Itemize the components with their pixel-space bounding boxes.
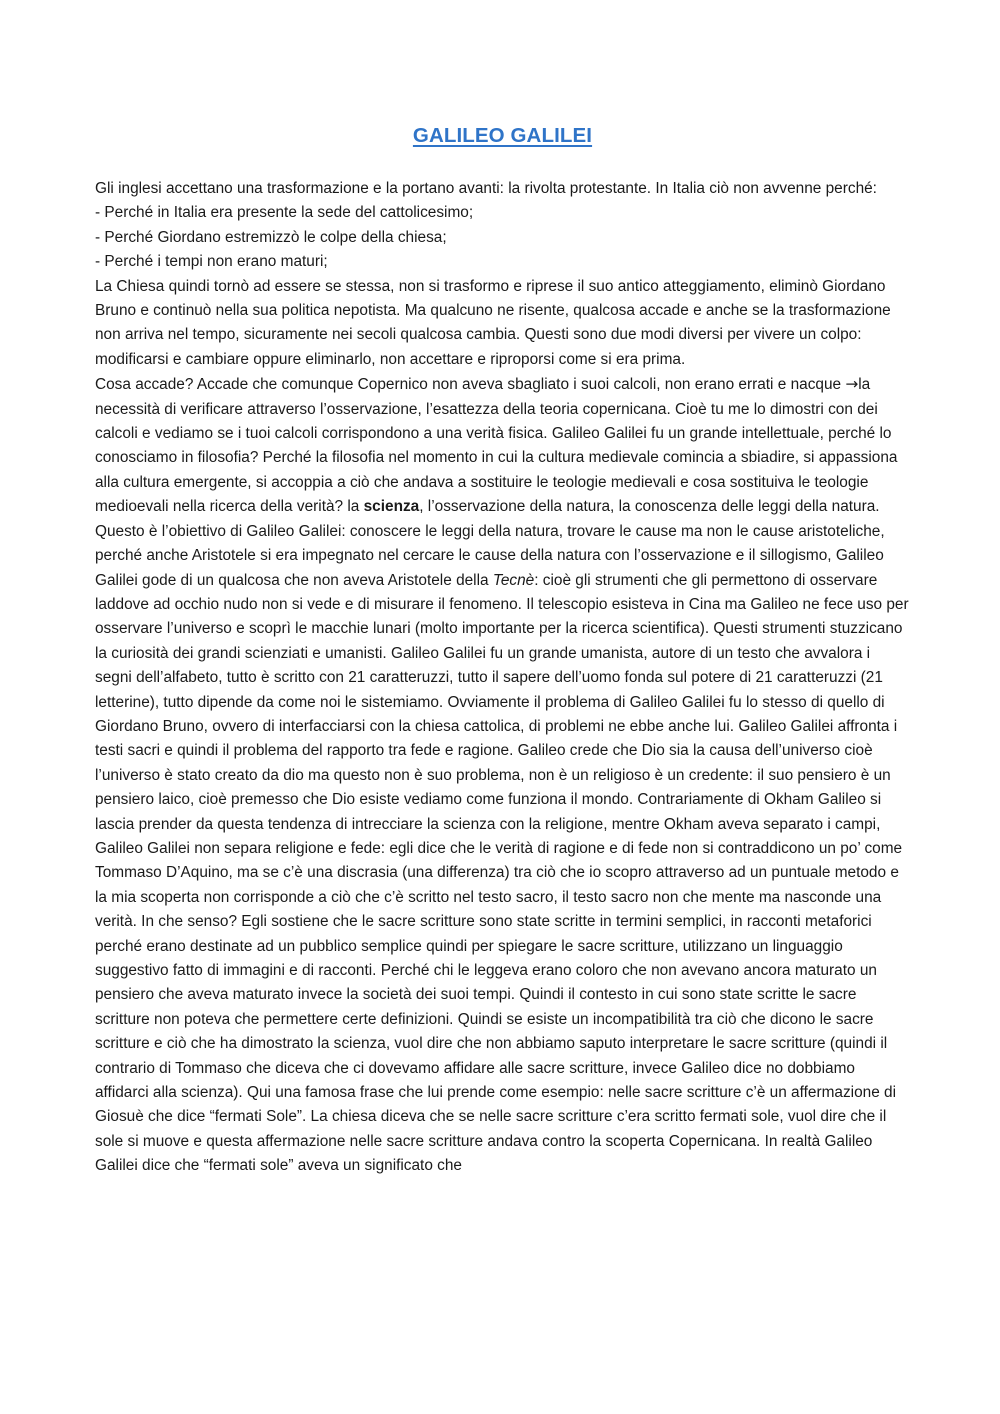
reason-item: - Perché in Italia era presente la sede del cattolicesimo;	[95, 204, 474, 222]
page-title: GALILEO GALILEI	[412, 124, 593, 147]
main-paragraph	[95, 372, 910, 1178]
main-paragraph-part: la necessità di verificare attraverso l’osservazione, l’esattezza della teoria copernicana. Cioè tu me lo dimostri con dei calcoli e vediamo se i tuoi calcoli corrispondono a una verità fisica. Galileo Galilei fu un grande intellettuale, perché lo conosciamo in filosofia? Perché la filosofia nel momento in cui la cultura medievale comincia a sbiadire, si appassiona alla cultura emergente, si accoppia a ciò che andava a sostituire le teologie medievali e cosa sostituiva le teologie medioevali nella ricerca della verità? la	[95, 376, 898, 516]
main-paragraph-part: : cioè gli strumenti che gli permettono di osservare laddove ad occhio nudo non si vede e di misurare il fenomeno. Il telescopio esisteva in Cina ma Galileo ne fece uso per osservare l’universo e scoprì le macchie lunari (molto importante per la ricerca scientifica). Questi strumenti stuzzicano la curiosità dei grandi scienziati e umanisti. Galileo Galilei fu un grande umanista, autore di un testo che avvalora i segni dell’alfabeto, tutto è scritto con 21 caratteruzzi, tutto il sapere dell’uomo fonda sul potere di 21 caratteruzzi (21 letterine), tutto dipende da come noi le sistemiamo. Ovviamente il problema di Galileo Galilei fu lo stesso di quello di Giordano Bruno, ovvero di interfacciarsi con la chiesa cattolica, di problemi ne ebbe anche lui. Galileo Galilei affronta i testi sacri e quindi il problema del rapporto tra fede e ragione. Galileo crede che Dio sia la causa dell’universo cioè l’universo è stato creato da dio ma questo non è suo problema, non è un religioso è un credente: il suo pensiero è un pensiero laico, cioè premesso che Dio esiste vediamo come funziona il mondo. Contrariamente di Okham Galileo si lascia prender da questa tendenza di intrecciare la scienza con la religione, mentre Okham aveva separato i campi, Galileo Galilei non separa religione e fede: egli dice che le verità di ragione e di fede non si contraddicono un po’ come Tommaso D’Aquino, ma se c’è una discrasia (una differenza) tra ciò che io scopro attraverso ad un puntuale metodo e la mia scoperta non corrisponde a ciò che c’è scritto nel testo sacro, il testo sacro non che mente ma nasconde una verità. In che senso? Egli sostiene che le sacre scritture sono state scritte in termini semplici, in racconti metaforici perché erano destinate ad un pubblico semplice quindi per spiegare le sacre scritture, utilizzano un linguaggio suggestivo fatto di immagini e di racconti. Perché chi le leggeva erano coloro che non avevano ancora maturato un pensiero che aveva maturato invece la società dei suoi tempi. Quindi il contesto in cui sono state scritte le sacre scritture non poteva che permettere certe definizioni. Quindi se esiste un incompatibilità tra ciò che dicono le sacre scritture e ciò che ha dimostrato la scienza, vuol dire che non abbiamo saputo interpretare le sacre scritture (quindi il contrario di Tommaso che diceva che ci dovevamo affidare alle sacre scritture, invece Galileo dice no dobbiamo affidarci alla scienza). Qui una famosa frase che lui prende come esempio: nelle sacre scritture c’è un affermazione di Giosuè che dice “fermati Sole”. La chiesa diceva che se nelle sacre scritture c’era scritto fermati sole, vuol dire che il sole si muove e questa affermazione nelle sacre scritture andava contro la scoperta Copernicana. In realtà Galileo Galilei dice che “fermati sole” aveva un significato che	[95, 571, 909, 1175]
main-paragraph-part: Cosa accade? Accade che comunque Copernico non aveva sbagliato i suoi calcoli, non erano errati e nacque	[95, 376, 842, 394]
reason-item: - Perché i tempi non erano maturi;	[95, 253, 328, 271]
intro-paragraph: Gli inglesi accettano una trasformazione e la portano avanti: la rivolta protestante. In Italia ciò non avvenne perché:	[95, 180, 877, 197]
document-body	[95, 177, 910, 1179]
right-arrow-icon: →	[845, 375, 859, 394]
italic-term: Tecnè	[492, 571, 535, 589]
document-page	[95, 0, 910, 1414]
church-paragraph: La Chiesa quindi tornò ad essere se stessa, non si trasformo e riprese il suo antico atteggiamento, eliminò Giordano Bruno e continuò nella sua politica nepotista. Ma qualcuno ne risente, qualcosa accade e anche se la trasformazione non arriva nel tempo, sicuramente nei secoli qualcosa cambia. Questi sono due modi diversi per vivere un colpo: modificarsi e cambiare oppure eliminarlo, non accettare e riproporsi come si era prima.	[95, 277, 891, 368]
bold-term: scienza	[363, 498, 420, 516]
main-paragraph-part: , l’osservazione della natura, la conoscenza delle leggi della natura. Questo è l’obiettivo di Galileo Galilei: conoscere le leggi della natura, trovare le cause ma non le cause aristoteliche, perché anche Aristotele si era impegnato nel cercare le cause della natura con l’osservazione e il sillogismo, Galileo Galilei gode di un qualcosa che non aveva Aristotele della	[95, 498, 885, 589]
reason-item: - Perché Giordano estremizzò le colpe della chiesa;	[95, 228, 447, 246]
